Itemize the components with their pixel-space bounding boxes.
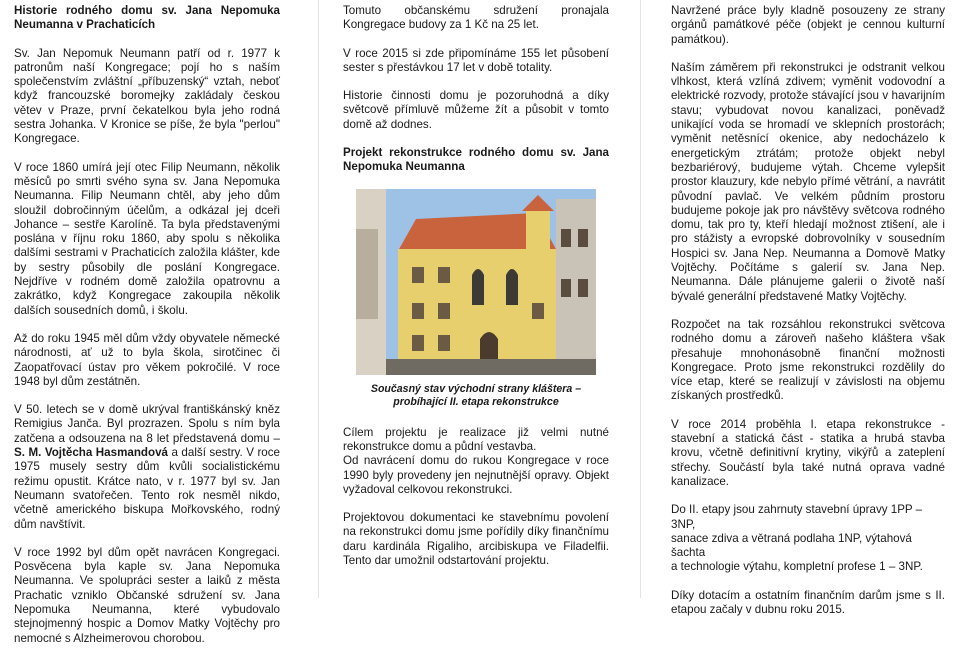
reconstruction-paragraph: Díky dotacím a ostatním finančním darům jsme s II. etapou začaly v dubnu roku 2015. — [671, 588, 945, 616]
reconstruction-paragraph: Naším záměrem při rekonstrukci je odstranit velkou vlhkost, která vzlíná zdivem; vyměnit vodovodní a elektrické rozvody, protože stávající jsou v havarijním stavu; vybudovat novou kanalizaci, poněvadž unikající voda se hromadí ve sklepních prostorách; vyměnit netěsnící okenice, aby nedocházelo k energetickým ztrátám; protože objekt nebyl bezbariérový, budujeme výtah. Chceme vylepšit prostor klauzury, kde nebylo přímé větrání, a navrátit původní pavlač. Ve velkém půdním prostoru budujeme pokoje jak pro návštěvy světcova rodného domu, tak pro ty, kteří hledají možnost ztišení, ale i pro stážisty a evropské dobrovolníky v sousedním Hospici sv. Jana Nep. Neumanna a Domově Matky Vojtěchy. Počítáme s galerií sv. Jana Nep. Neumanna. Dále plánujeme galerii o životě naší bývalé generální představené Matky Vojtěchy. — [671, 60, 945, 303]
window — [578, 279, 588, 297]
column-divider — [640, 0, 641, 598]
history-paragraph: Až do roku 1945 měl dům vždy obyvatele německé národnosti, ať už to byla škola, sirotčinec či Zaopatřovací ústav pro věkem pokročilé. V roce 1948 byl dům zestátněn. — [14, 331, 280, 388]
stage-line: a technologie výtahu, kompletní profese 1 – 3NP. — [671, 560, 923, 574]
left-wall-shade — [356, 229, 378, 319]
window — [561, 279, 571, 297]
project-heading: Projekt rekonstrukce rodného domu sv. Jana Nepomuka Neumanna — [343, 146, 609, 174]
building-photo — [356, 189, 596, 375]
reconstruction-paragraph — [671, 503, 945, 574]
street — [386, 359, 596, 375]
window — [438, 335, 450, 351]
window — [438, 267, 450, 283]
column-project — [343, 4, 609, 582]
photo-caption — [343, 383, 609, 410]
stage-line: sanace zdiva a větraná podlaha 1NP, výtahová šachta — [671, 531, 912, 560]
reconstruction-paragraph: Rozpočet na tak rozsáhlou rekonstrukci světcova rodného domu a zároveň našeho kláštera však přesahuje mnohonásobně finanční možnosti Kongregace. Proto jsme rekonstrukci rozdělily do více etap, které se realizují v závislosti na objemu získaných prostředků. — [671, 317, 945, 403]
window — [578, 229, 588, 247]
window — [438, 303, 450, 319]
history-paragraph — [14, 403, 280, 532]
gothic-window — [506, 269, 518, 305]
project-paragraph: Projektovou dokumentaci ke stavebnímu povolení na rekonstrukci domu jsme pořídily díky finančnímu daru kardinála Rigaliho, arcibiskupa ve Filadelfii. Tento dar umožnil odstartování projektu. — [343, 511, 609, 568]
stage-line: Do II. etapy jsou zahrnuty stavební úpravy 1PP – 3NP, — [671, 503, 923, 531]
reconstruction-paragraph: Navržené práce byly kladně posouzeny ze strany orgánů památkové péče (objekt je cennou kulturní památkou). — [671, 4, 945, 46]
history-paragraph: V roce 1992 byl dům opět navrácen Kongregaci. Posvěcena byla kaple sv. Jana Nepomuka Neumanna. Ve spolupráci sester a laiků z města Prachatic vzniklo Občanské sdružení sv. Jana Nepomuka Neumanna, které vybudovalo stejnojmenný hospic a Domov Matky Vojtěchy pro nemocné s Alzheimerovou chorobou. — [14, 545, 280, 645]
project-paragraph: V roce 2015 si zde připomínáme 155 let působení sester s přestávkou 17 let v době totality. — [343, 46, 609, 74]
caption-line: Současný stav východní strany kláštera – — [370, 382, 582, 395]
project-paragraph: Tomuto občanskému sdružení pronajala Kongregace budovy za 1 Kč na 25 let. — [343, 4, 609, 32]
project-paragraph: Od navrácení domu do rukou Kongregace v roce 1990 byly provedeny jen nejnutnější opravy. Objekt vyžadoval celkovou rekonstrukci. — [343, 454, 609, 496]
highlighted-name: S. M. Vojtěcha Hasmandová — [14, 446, 168, 460]
history-text: V 50. letech se v domě ukrýval františkánský kněz Remigius Janča. Byl prozrazen. Spolu s ním byla zatčena a odsouzena na 8 let představená domu – — [14, 403, 280, 445]
reconstruction-paragraph: V roce 2014 proběhla I. etapa rekonstrukce - stavební a statická část - statika a hrubá stavba krovu, včetně definitivní krytiny, vikýřů a zateplení střechy. Součástí byla také nutná oprava vadné kanalizace. — [671, 417, 945, 488]
gothic-window — [472, 269, 484, 305]
window — [532, 303, 544, 319]
column-divider — [318, 0, 319, 598]
column-history — [14, 4, 280, 660]
history-heading: Historie rodného domu sv. Jana Nepomuka Neumanna v Prachaticích — [14, 4, 280, 32]
project-paragraph: Cílem projektu je realizace již velmi nutné rekonstrukce domu a půdní vestavba. — [343, 425, 609, 453]
project-paragraph: Historie činnosti domu je pozoruhodná a díky světcově přímluvě můžeme žít a působit v tomto domě až dodnes. — [343, 89, 609, 131]
caption-line: probíhající II. etapa rekonstrukce — [393, 396, 559, 409]
history-text: a další sestry. V roce 1975 musely sestry dům kvůli socialistickému režimu opustit. Krátce nato, v r. 1977 byl sv. Jan Neumann svatořečen. Tento rok nesměl nikdo, včetně amerického biskupa Mořkovského, rodný dům navštívit. — [14, 446, 280, 531]
window — [412, 335, 424, 351]
history-paragraph: V roce 1860 umírá její otec Filip Neumann, několik měsíců po smrti svého syna sv. Jana Nepomuka Neumanna. Filip Neumann chtěl, aby jeho dům sloužil dobročinným účelům, a odkázal jej dceři Johance – sestře Karolíně. Ta byla představenými poslána v říjnu roku 1860, aby spolu s několika dalšími sestrami v Prachaticích založila klášter, kde by sestry působily dle poslání Kongregace. Nejdříve v rodném domě založila opatrovnu a zakrátko, když Kongregace zakoupila několik dalších sousedních domů, i školu. — [14, 160, 280, 317]
column-reconstruction — [671, 4, 945, 631]
window — [412, 267, 424, 283]
window — [412, 303, 424, 319]
history-paragraph: Sv. Jan Nepomuk Neumann patří od r. 1977 k patronům naší Kongregace; pojí ho s naším společenstvím zvláštní „příbuzenský“ vztah, neboť když francouzské boromejky zakládaly českou větev v Praze, první čekatelkou byla jeho rodná sestra Johanka. V Kronice se píše, že byla "perlou" Kongregace. — [14, 46, 280, 146]
window — [561, 229, 571, 247]
tower — [526, 209, 550, 253]
